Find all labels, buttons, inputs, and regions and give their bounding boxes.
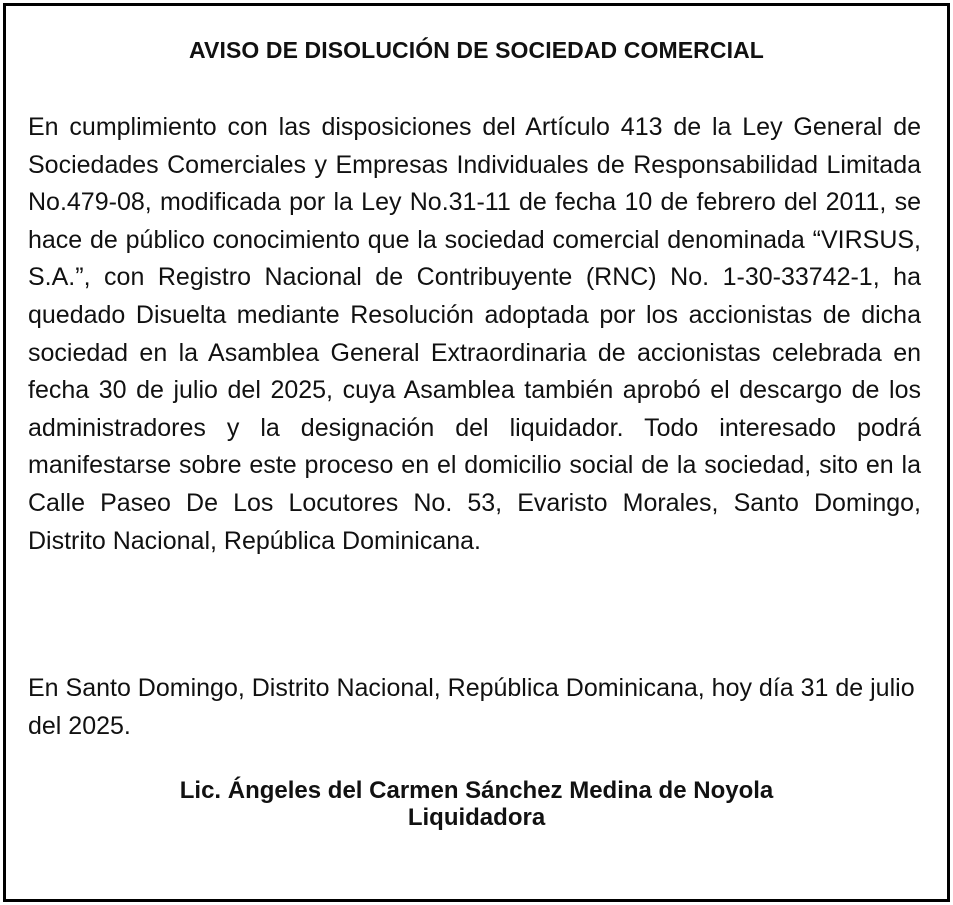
notice-title: AVISO DE DISOLUCIÓN DE SOCIEDAD COMERCIAL [189,37,764,63]
signatory-name: Lic. Ángeles del Carmen Sánchez Medina de Noyola [179,777,774,804]
notice-main-paragraph: En cumplimiento con las disposiciones del Artículo 413 de la Ley General de Sociedades Comerciales y Empresas Individuales de Responsabilidad Limitada No.479-08, modificada por la Ley No.31-11 de fecha 10 de febrero del 2011, se hace de público conocimiento que la sociedad comercial denominada “VIRSUS, S.A.”, con Registro Nacional de Contribuyente (RNC) No. 1-30-33742-1, ha quedado Disuelta mediante Resolución adoptada por los accionistas de dicha sociedad en la Asamblea General Extraordinaria de accionistas celebrada en fecha 30 de julio del 2025, cuya Asamblea también aprobó el descargo de los administradores y la designación del liquidador. Todo interesado podrá manifestarse sobre este proceso en el domicilio social de la sociedad, sito en la Calle Paseo De Los Locutores No. 53, Evaristo Morales, Santo Domingo, Distrito Nacional, República Dominicana. [28,113,921,555]
notice-box [3,3,950,902]
signature-block [6,777,947,831]
signatory-role: Liquidadora [407,804,546,831]
notice-place-date: En Santo Domingo, Distrito Nacional, República Dominicana, hoy día 31 de julio del 2025. [28,674,915,740]
